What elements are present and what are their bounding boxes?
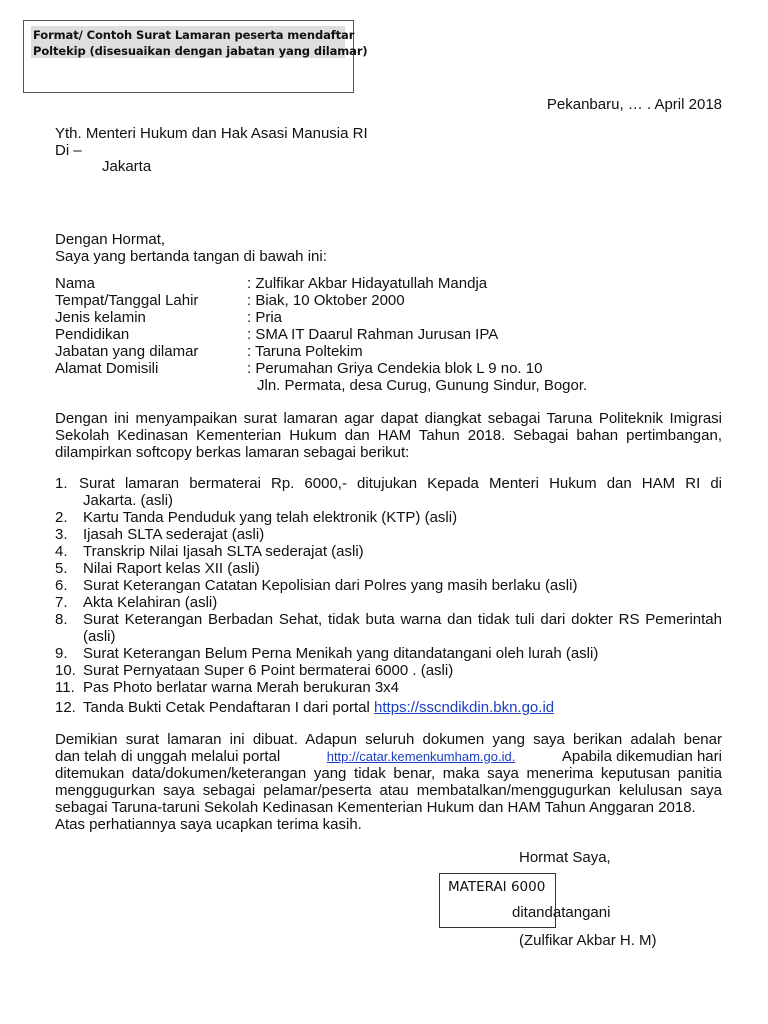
intro-text: Saya yang bertanda tangan di bawah ini: (55, 248, 327, 265)
attachment-list (55, 475, 722, 716)
signed-note: ditandatangani (512, 904, 611, 921)
list-item: 7. Akta Kelahiran (asli) (55, 594, 218, 611)
materai-label: MATERAI 6000 (448, 879, 546, 895)
list-item: 10. Surat Pernyataan Super 6 Point bermaterai 6000 . (asli) (55, 662, 454, 679)
list-item: 5. Nilai Raport kelas XII (asli) (55, 560, 260, 577)
list-item: 12. Tanda Bukti Cetak Pendaftaran I dari portal https://sscndikdin.bkn.go.id (55, 699, 555, 716)
list-item: 3. Ijasah SLTA sederajat (asli) (55, 526, 265, 543)
portal-link-catar[interactable]: http://catar.kemenkumham.go.id. (326, 749, 516, 764)
identity-row: Jenis kelamin : Pria (55, 309, 283, 326)
list-item: 4. Transkrip Nilai Ijasah SLTA sederajat (asli) (55, 543, 364, 560)
identity-row: Pendidikan : SMA IT Daarul Rahman Jurusan IPA (55, 326, 499, 343)
list-item: 9. Surat Keterangan Belum Perna Menikah yang ditandatangani oleh lurah (asli) (55, 645, 599, 662)
list-item: 8. Surat Keterangan Berbadan Sehat, tidak buta warna dan tidak tuli dari dokter RS Pemerintah (55, 611, 722, 628)
identity-row: Alamat Domisili : Perumahan Griya Cendekia blok L 9 no. 10 (55, 360, 543, 377)
list-item: 6. Surat Keterangan Catatan Kepolisian dari Polres yang masih berlaku (asli) (55, 577, 578, 594)
list-item: 2. Kartu Tanda Penduduk yang telah elektronik (KTP) (asli) (55, 509, 458, 526)
closing-salutation: Hormat Saya, (519, 849, 611, 866)
list-item-cont: Jakarta. (asli) (83, 492, 174, 509)
address-continuation: Jln. Permata, desa Curug, Gunung Sindur, Bogor. (257, 377, 588, 394)
closing-link-line: dan telah di unggah melalui portal http://catar.kemenkumham.go.id. Apabila dikemudian hari (55, 748, 722, 765)
recipient-city: Jakarta (102, 158, 152, 175)
closing-paragraph: Demikian surat lamaran ini dibuat. Adapun seluruh dokumen yang saya berikan adalah benar dan telah di unggah melalui portal http://catar.kemenkumham.go.id. Apabila dikemudian hari ditemukan data/dokumen/keterangan yang tidak benar, maka saya menerima keputusan panitia menggugurkan saya sebagai pelamar/peserta atau membatalkan/menggugurkan kelulusan saya sebagai Taruna-taruni Sekolah Kedinasan Kementerian Hukum dan HAM Tahun Anggaran 2018. Atas perhatiannya saya ucapkan terima kasih. (55, 731, 722, 833)
identity-row: Tempat/Tanggal Lahir : Biak, 10 Oktober 2000 (55, 292, 405, 309)
greeting: Dengan Hormat, (55, 231, 166, 248)
list-item-cont: (asli) (83, 628, 116, 645)
format-note-line-2: Poltekip (disesuaikan dengan jabatan yang dilamar) (33, 44, 368, 58)
portal-link-sscn[interactable]: https://sscndikdin.bkn.go.id (374, 699, 555, 716)
recipient-line-1: Yth. Menteri Hukum dan Hak Asasi Manusia RI (55, 125, 368, 142)
recipient-line-2: Di – (55, 142, 82, 159)
list-item: 11. Pas Photo berlatar warna Merah berukuran 3x4 (55, 679, 400, 696)
identity-row: Jabatan yang dilamar : Taruna Poltekim (55, 343, 363, 360)
identity-row: Nama : Zulfikar Akbar Hidayatullah Mandja (55, 275, 488, 292)
application-paragraph: Dengan ini menyampaikan surat lamaran agar dapat diangkat sebagai Taruna Politeknik Imigrasi Sekolah Kedinasan Kementerian Hukum dan HAM Tahun 2018. Sebagai bahan pertimbangan, dilampirkan softcopy berkas lamaran sebagai berikut: (55, 410, 722, 461)
format-note-line-1: Format/ Contoh Surat Lamaran peserta mendaftar (33, 28, 355, 42)
identity-table (55, 275, 587, 394)
list-item: 1. Surat lamaran bermaterai Rp. 6000,- ditujukan Kepada Menteri Hukum dan HAM RI di (55, 475, 722, 492)
signer-name: (Zulfikar Akbar H. M) (519, 932, 657, 949)
letter-date: Pekanbaru, … . April 2018 (546, 96, 722, 113)
